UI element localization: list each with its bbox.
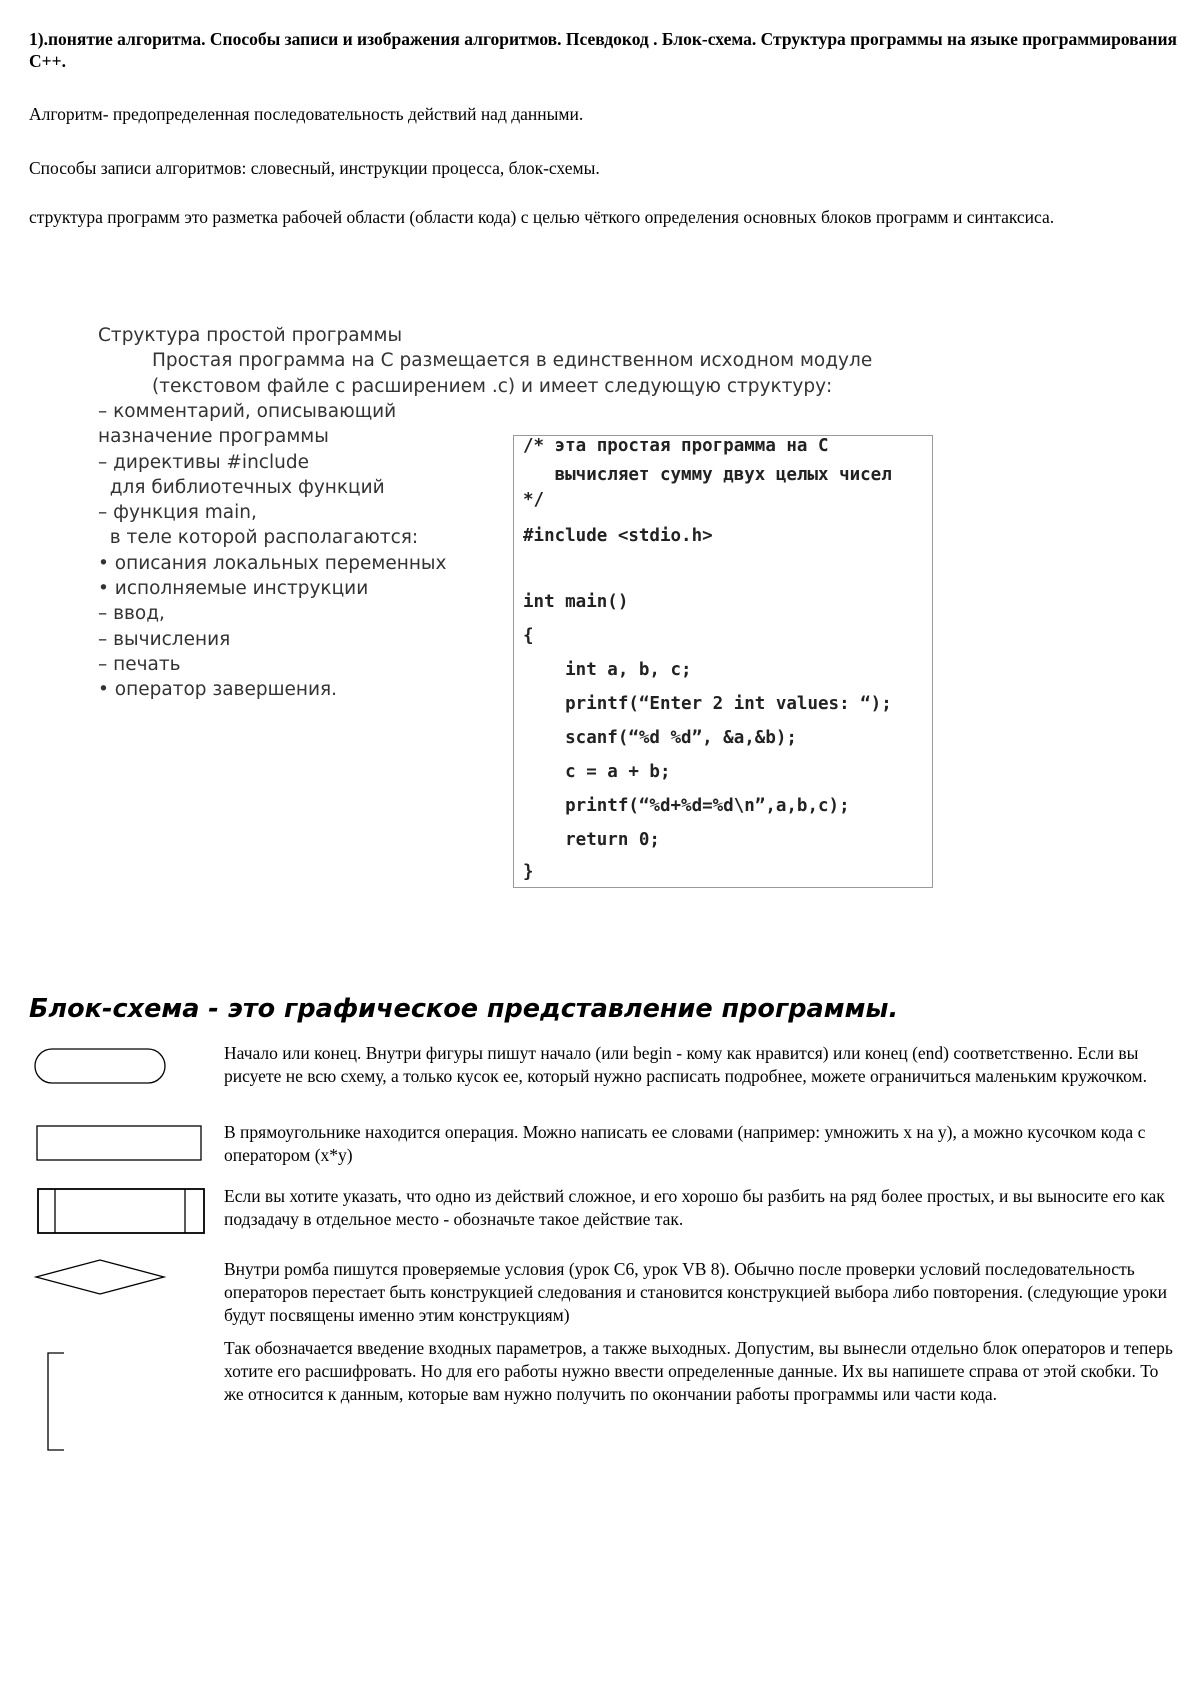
structure-list-item: в теле которой располагаются: bbox=[98, 527, 419, 549]
code-line: { bbox=[523, 626, 534, 646]
structure-list-item: – директивы #include bbox=[98, 451, 309, 473]
process-shape-icon bbox=[36, 1125, 204, 1163]
structure-list-item: – ввод, bbox=[98, 603, 165, 625]
section-heading: 1).понятие алгоритма. Способы записи и изображения алгоритмов. Псевдокод . Блок-схема. Структура программы на языке программирования С++. bbox=[29, 29, 1178, 71]
code-line: c = a + b; bbox=[523, 762, 671, 782]
structure-list bbox=[98, 399, 498, 703]
program-structure-definition: структура программ это разметка рабочей области (области кода) с целью чёткого определения основных блоков программ и синтаксиса. bbox=[29, 207, 1055, 227]
terminator-shape-icon bbox=[34, 1048, 168, 1086]
code-line: } bbox=[523, 862, 534, 882]
structure-list-item: – функция main, bbox=[98, 502, 257, 524]
algorithm-notation-methods: Способы записи алгоритмов: словесный, инструкции процесса, блок-схемы. bbox=[29, 158, 600, 178]
structure-list-item: – комментарий, описывающий bbox=[98, 401, 397, 422]
structure-list-item: – вычисления bbox=[98, 628, 231, 650]
flowchart-section-title: Блок-схема - это графическое представление программы. bbox=[29, 994, 899, 1024]
structure-list-item: – печать bbox=[98, 653, 181, 675]
algorithm-definition: Алгоритм- предопределенная последовательность действий над данными. bbox=[29, 104, 584, 124]
code-line: int main() bbox=[523, 592, 629, 612]
structure-list-item: назначение программы bbox=[98, 426, 329, 448]
structure-list-item: • исполняемые инструкции bbox=[98, 578, 369, 600]
predefined-process-shape-icon bbox=[37, 1188, 207, 1236]
io-bracket-description: Так обозначается введение входных параметров, а также выходных. Допустим, вы вынесли отдельно блок операторов и теперь хотите его расшифровать. Но для его работы нужно ввести определенные данные. Их вы напишете справа от этой скобки. То же относится к данным, которые вам нужно получить по окончании работы программы или части кода. bbox=[224, 1338, 1173, 1404]
code-line: printf(“%d+%d=%d\n”,a,b,c); bbox=[523, 796, 850, 816]
code-line: #include <stdio.h> bbox=[523, 526, 713, 546]
structure-list-item: • оператор завершения. bbox=[98, 679, 338, 701]
decision-shape-icon bbox=[34, 1258, 166, 1296]
code-line: scanf(“%d %d”, &a,&b); bbox=[523, 728, 797, 748]
code-line: /* эта простая программа на С bbox=[523, 436, 829, 456]
code-line: int a, b, c; bbox=[523, 660, 692, 680]
structure-list-item: для библиотечных функций bbox=[98, 476, 385, 498]
decision-description: Внутри ромба пишутся проверяемые условия (урок С6, урок VB 8). Обычно после проверки условий последовательность операторов перестает быть конструкцией следования и становится конструкцией выбора либо повторения. (следующие уроки будут посвящены именно этим конструкциям) bbox=[224, 1259, 1168, 1325]
structure-list-item: • описания локальных переменных bbox=[98, 552, 447, 574]
code-listing bbox=[513, 435, 933, 888]
structure-title: Структура простой программы bbox=[98, 325, 403, 346]
structure-intro: Простая программа на С размещается в единственном исходном модуле (текстовом файле с расширением .с) и имеет следующую структуру: bbox=[152, 350, 873, 397]
code-line: printf(“Enter 2 int values: “); bbox=[523, 694, 892, 714]
io-bracket-shape-icon bbox=[46, 1352, 68, 1452]
code-line: вычисляет сумму двух целых чисел bbox=[523, 465, 892, 485]
terminator-description: Начало или конец. Внутри фигуры пишут начало (или begin - кому как нравится) или конец (end) соответственно. Если вы рисуете не всю схему, а только кусок ее, который нужно расписать подробнее, можете ограничиться маленьким кружочком. bbox=[224, 1043, 1147, 1086]
code-line: */ bbox=[523, 490, 545, 510]
predefined-process-description: Если вы хотите указать, что одно из действий сложное, и его хорошо бы разбить на ряд более простых, и вы выносите его как подзадачу в отдельное место - обозначьте такое действие так. bbox=[224, 1186, 1165, 1229]
process-description: В прямоугольнике находится операция. Можно написать ее словами (например: умножить x на y), а можно кусочком кода с оператором (x*y) bbox=[224, 1122, 1146, 1165]
code-line: return 0; bbox=[523, 830, 660, 850]
